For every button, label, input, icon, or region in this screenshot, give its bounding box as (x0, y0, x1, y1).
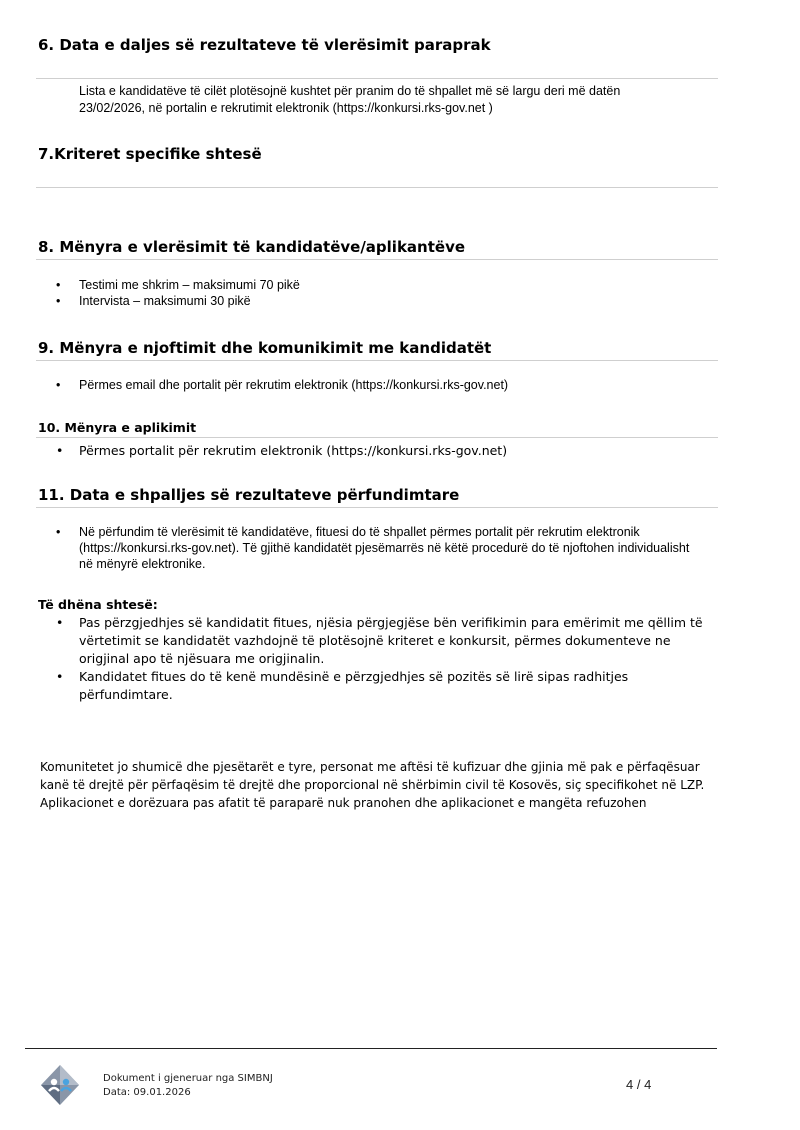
section-7-divider (36, 187, 718, 188)
section-10-divider (36, 437, 718, 438)
footer-date: Data: 09.01.2026 (103, 1087, 191, 1098)
list-item: • Kandidatet fitues do të kenë mundësinë e përzgjedhjes së pozitës së lirë sipas radhitjes përfundimtare. (38, 668, 716, 704)
simbnj-logo-icon (40, 1064, 80, 1106)
section-10-list (38, 443, 698, 459)
additional-info-list (38, 614, 716, 704)
section-8-title: 8. Mënyra e vlerësimit të kandidatëve/aplikantëve (38, 238, 466, 256)
list-item: • Pas përzgjedhjes së kandidatit fitues, njësia përgjegjëse bën verifikimin para emërimit me qëllim të vërtetimit se kandidatët vazhdojnë të plotësojnë kriteret e konkursit, përmes dokumenteve ne origjinal apo të njësuara me origjinalin. (38, 614, 716, 668)
section-11-divider (36, 507, 718, 508)
section-8-list (38, 277, 698, 309)
list-item: • Intervista – maksimumi 30 pikë (38, 293, 698, 309)
list-item: • Përmes email dhe portalit për rekrutim elektronik (https://konkursi.rks-gov.net) (38, 377, 698, 393)
section-11-title: 11. Data e shpalljes së rezultateve përfundimtare (38, 486, 460, 504)
list-item: • Përmes portalit për rekrutim elektronik (https://konkursi.rks-gov.net) (38, 443, 698, 459)
section-9-list (38, 377, 698, 393)
closing-paragraph: Komunitetet jo shumicë dhe pjesëtarët e tyre, personat me aftësi të kufizuar dhe gjinia më pak e përfaqësuar kanë të drejtë për përfaqësim të drejtë dhe proporcional në shërbimin civil të Kosovës, siç specifikohet në LZP. Aplikacionet e dorëzuara pas afatit të paraparë nuk pranohen dhe aplikacionet e mangëta refuzohen (40, 760, 705, 810)
section-7-title: 7.Kriteret specifike shtesë (38, 145, 262, 163)
section-6-title: 6. Data e daljes së rezultateve të vlerësimit paraprak (38, 36, 491, 54)
section-6-divider (36, 78, 718, 79)
footer-divider (25, 1048, 717, 1049)
section-8-divider (36, 259, 718, 260)
list-item: • Testimi me shkrim – maksimumi 70 pikë (38, 277, 698, 293)
additional-info-title: Të dhëna shtesë: (38, 597, 158, 612)
page-number: 4 / 4 (626, 1077, 652, 1092)
section-9-divider (36, 360, 718, 361)
section-11-list (38, 524, 698, 572)
footer-info (103, 1072, 273, 1100)
section-9-title: 9. Mënyra e njoftimit dhe komunikimit me kandidatët (38, 339, 492, 357)
section-10-title: 10. Mënyra e aplikimit (38, 420, 197, 435)
list-item: • Në përfundim të vlerësimit të kandidatëve, fituesi do të shpallet përmes portalit për rekrutim elektronik (https://konkursi.rks-gov.net). Të gjithë kandidatët pjesëmarrës në këtë procedurë do të njoftohen individualisht në mënyrë elektronike. (38, 524, 698, 572)
section-6-text: Lista e kandidatëve të cilët plotësojnë kushtet për pranim do të shpallet më së largu deri më datën 23/02/2026, në portalin e rekrutimit elektronik (https://konkursi.rks-gov.net ) (79, 84, 621, 115)
footer-generated-by: Dokument i gjeneruar nga SIMBNJ (103, 1073, 273, 1084)
